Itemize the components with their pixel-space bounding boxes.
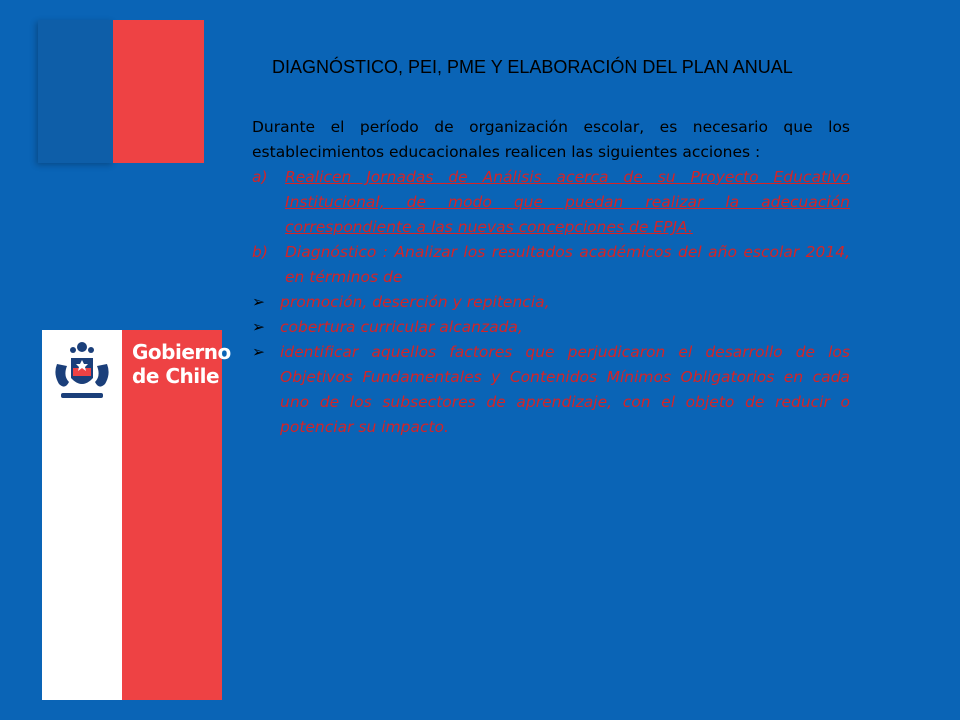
list-item-a: [252, 165, 850, 240]
bullet-text: cobertura curricular alcanzada,: [280, 318, 523, 336]
logo-wordmark: [132, 340, 231, 388]
decorative-blue-block: [38, 20, 114, 163]
decorative-red-block: [113, 20, 204, 163]
list-marker: b): [252, 243, 268, 261]
slide-body: [252, 115, 850, 440]
coat-of-arms-icon: [47, 338, 117, 408]
slide-title: DIAGNÓSTICO, PEI, PME Y ELABORACIÓN DEL PLAN ANUAL: [272, 57, 793, 77]
list-item-text: Diagnóstico : Analizar los resultados académicos del año escolar 2014, en términos de: [285, 243, 850, 286]
bullet-text: identificar aquellos factores que perjudicaron el desarrollo de los Objetivos Fundamentales y Contenidos Mínimos Obligatorios en cada uno de los subsectores de aprendizaje, con el objeto de reducir o potenciar su impacto.: [280, 343, 850, 436]
bullet-item: [252, 315, 850, 340]
logo-line-2: de Chile: [132, 364, 220, 388]
arrow-bullet-icon: ➢: [252, 293, 265, 311]
arrow-bullet-icon: ➢: [252, 318, 265, 336]
logo-line-1: Gobierno: [132, 340, 231, 364]
bullet-text: promoción, deserción y repitencia,: [280, 293, 550, 311]
intro-paragraph: Durante el período de organización escolar, es necesario que los establecimientos educacionales realicen las siguientes acciones :: [252, 118, 850, 161]
arrow-bullet-icon: ➢: [252, 343, 265, 361]
list-marker: a): [252, 168, 268, 186]
bullet-item: [252, 340, 850, 440]
bullet-item: [252, 290, 850, 315]
list-item-text: Realicen Jornadas de Análisis acerca de su Proyecto Educativo Institucional, de modo que puedan realizar la adecuación correspondiente a las nuevas concepciones de EPJA.: [285, 168, 850, 236]
list-item-b: [252, 240, 850, 290]
